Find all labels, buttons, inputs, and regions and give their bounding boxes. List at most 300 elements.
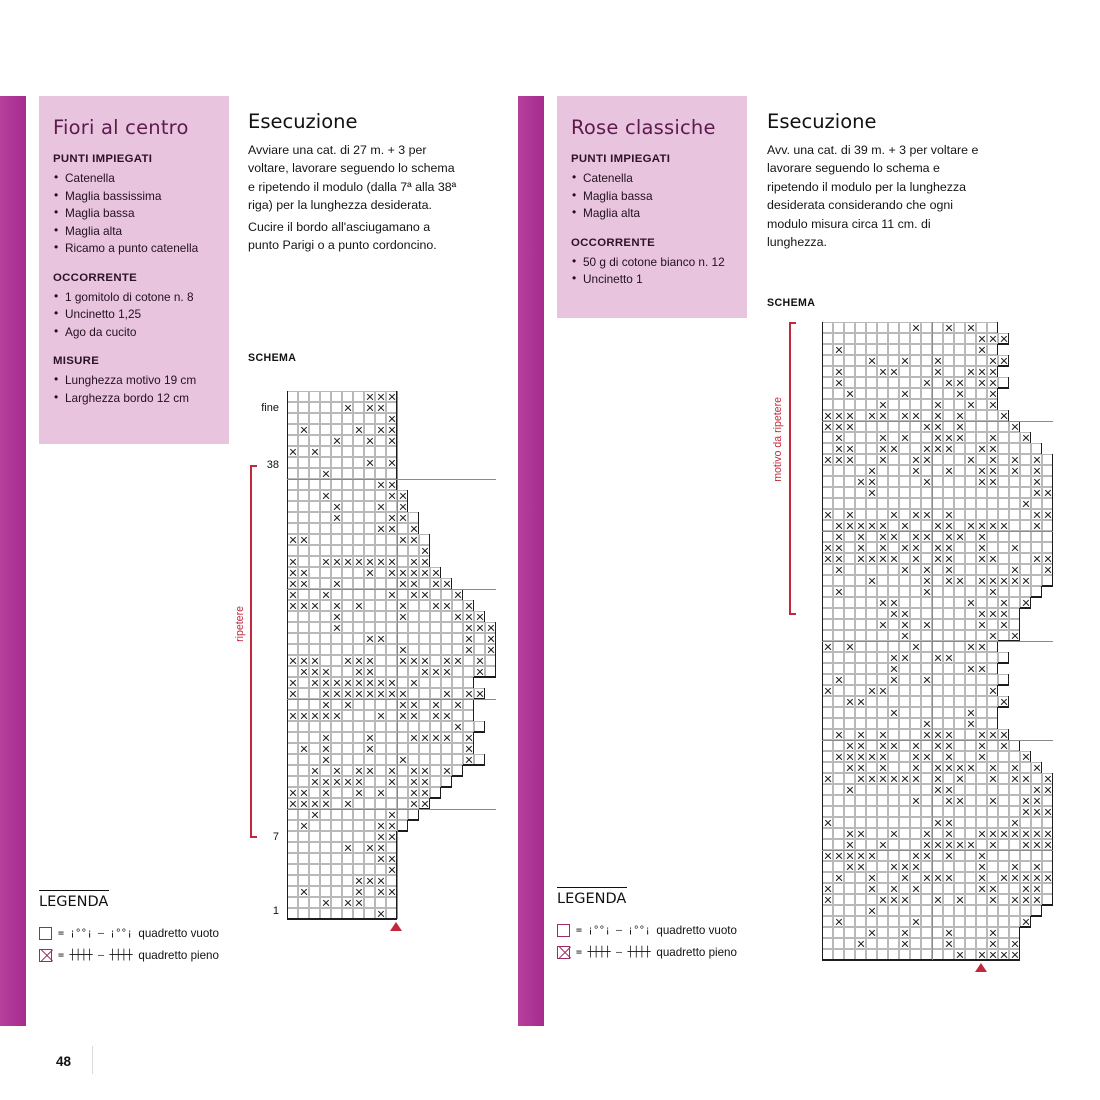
chart-cell [921, 487, 932, 498]
chart-cell [932, 905, 943, 916]
chart-cell [910, 850, 921, 861]
chart-cell [309, 633, 320, 644]
chart-cell [430, 743, 441, 754]
chart-cell [833, 751, 844, 762]
chart-cell [298, 644, 309, 655]
chart-cell [877, 399, 888, 410]
chart-cell [954, 905, 965, 916]
chart-cell [943, 630, 954, 641]
chart-step-edge [998, 662, 1009, 664]
chart-cell [976, 355, 987, 366]
chart-cell [822, 641, 833, 652]
chart-cell [987, 861, 998, 872]
chart-cell [320, 809, 331, 820]
chart-cell [309, 897, 320, 908]
chart-cell [965, 762, 976, 773]
chart-cell [822, 509, 833, 520]
chart-cell [888, 531, 899, 542]
chart-cell [1031, 850, 1042, 861]
chart-cell [932, 531, 943, 542]
chart-cell [965, 388, 976, 399]
chart-cell [888, 487, 899, 498]
chart-major-gridline [932, 322, 933, 960]
chart-cell [331, 666, 342, 677]
chart-cell [855, 399, 866, 410]
chart-cell [976, 641, 987, 652]
chart-cell [976, 718, 987, 729]
chart-step-edge [1042, 585, 1053, 587]
chart-cell [386, 875, 397, 886]
chart-cell [1020, 828, 1031, 839]
chart-cell [976, 817, 987, 828]
chart-cell [866, 916, 877, 927]
chart-cell [943, 432, 954, 443]
chart-cell [397, 754, 408, 765]
chart-cell [921, 740, 932, 751]
chart-cell [910, 421, 921, 432]
chart-cell [954, 718, 965, 729]
chart-cell [419, 622, 430, 633]
chart-cell [855, 476, 866, 487]
chart-cell [408, 677, 419, 688]
chart-cell [353, 798, 364, 809]
chart-cell [309, 611, 320, 622]
chart-cell [408, 754, 419, 765]
chart-cell [987, 762, 998, 773]
chart-cell [954, 564, 965, 575]
chart-cell [298, 435, 309, 446]
chart-cell [463, 666, 474, 677]
chart-cell [822, 883, 833, 894]
chart-cell [844, 575, 855, 586]
chart-cell [998, 762, 1009, 773]
chart-cell [298, 479, 309, 490]
chart-cell [1009, 905, 1020, 916]
chart-cell [386, 831, 397, 842]
chart-step-edge [474, 676, 496, 678]
chart-cell [408, 699, 419, 710]
chart-cell [888, 674, 899, 685]
chart-cell [921, 399, 932, 410]
chart-cell [899, 894, 910, 905]
chart-cell [833, 839, 844, 850]
chart-cell [386, 567, 397, 578]
chart-cell [833, 674, 844, 685]
chart-cell [899, 344, 910, 355]
chart-cell [342, 468, 353, 479]
chart-cell [921, 696, 932, 707]
chart-cell [855, 905, 866, 916]
chart-cell [342, 710, 353, 721]
chart-cell [899, 443, 910, 454]
chart-cell [364, 457, 375, 468]
chart-cell [877, 564, 888, 575]
chart-cell [987, 674, 998, 685]
legend-symbol: = ┼┼┼┼ – ┼┼┼┼ [58, 950, 133, 961]
chart-cell [353, 677, 364, 688]
chart-cell [1042, 553, 1053, 564]
chart-cell [855, 608, 866, 619]
chart-cell [932, 773, 943, 784]
chart-cell [1009, 828, 1020, 839]
chart-cell [1042, 773, 1053, 784]
chart-cell [375, 732, 386, 743]
chart-cell [375, 743, 386, 754]
chart-cell [452, 589, 463, 600]
chart-cell [932, 696, 943, 707]
chart-cell [987, 333, 998, 344]
chart-cell [954, 696, 965, 707]
chart-cell [833, 575, 844, 586]
chart-cell [998, 883, 1009, 894]
chart-cell [309, 743, 320, 754]
chart-cell [320, 402, 331, 413]
chart-cell [386, 721, 397, 732]
chart-cell [287, 556, 298, 567]
chart-cell [965, 597, 976, 608]
chart-cell [855, 872, 866, 883]
chart-cell [822, 839, 833, 850]
chart-cell [910, 817, 921, 828]
chart-cell [364, 853, 375, 864]
chart-cell [386, 809, 397, 820]
chart-cell [932, 421, 943, 432]
chart-cell [375, 534, 386, 545]
chart-cell [943, 619, 954, 630]
chart-cell [386, 501, 397, 512]
chart-cell [943, 410, 954, 421]
chart-cell [353, 721, 364, 732]
chart-cell [899, 751, 910, 762]
chart-cell [844, 817, 855, 828]
chart-cell [397, 611, 408, 622]
chart-cell [899, 553, 910, 564]
chart-cell [844, 608, 855, 619]
section-heading-occorrente-left: OCCORRENTE [53, 271, 138, 284]
chart-cell [287, 699, 298, 710]
chart-cell [331, 776, 342, 787]
chart-cell [844, 366, 855, 377]
chart-cell [954, 740, 965, 751]
chart-cell [844, 916, 855, 927]
chart-cell [833, 718, 844, 729]
chart-cell [452, 677, 463, 688]
chart-cell [430, 578, 441, 589]
chart-cell [921, 531, 932, 542]
chart-cell [844, 520, 855, 531]
chart-cell [364, 842, 375, 853]
chart-cell [298, 853, 309, 864]
chart-cell [855, 916, 866, 927]
chart-cell [910, 828, 921, 839]
chart-cell [998, 553, 1009, 564]
legend-label: quadretto pieno [656, 946, 737, 959]
chart-cell [855, 674, 866, 685]
filled-square-icon [39, 949, 52, 962]
chart-cell [408, 765, 419, 776]
legend-label: quadretto pieno [138, 949, 219, 962]
chart-cell [320, 490, 331, 501]
chart-cell [408, 688, 419, 699]
chart-cell [320, 699, 331, 710]
chart-cell [899, 806, 910, 817]
chart-cell [943, 872, 954, 883]
chart-cell [976, 850, 987, 861]
chart-cell [877, 344, 888, 355]
info-panel-right [557, 96, 747, 318]
chart-cell [822, 784, 833, 795]
chart-cell [888, 608, 899, 619]
chart-cell [298, 842, 309, 853]
chart-cell [855, 487, 866, 498]
chart-cell [320, 875, 331, 886]
chart-cell [932, 366, 943, 377]
chart-cell [844, 718, 855, 729]
chart-cell [386, 534, 397, 545]
chart-cell [397, 567, 408, 578]
chart-cell [844, 410, 855, 421]
chart-cell [298, 765, 309, 776]
chart-cell [888, 344, 899, 355]
chart-cell [298, 677, 309, 688]
chart-cell [463, 688, 474, 699]
chart-cell [386, 688, 397, 699]
chart-cell [987, 619, 998, 630]
chart-cell [320, 633, 331, 644]
chart-cell [419, 721, 430, 732]
chart-cell [899, 421, 910, 432]
execution-title-right: Esecuzione [767, 110, 877, 133]
chart-cell [386, 391, 397, 402]
chart-cell [309, 721, 320, 732]
chart-cell [888, 784, 899, 795]
chart-cell [921, 839, 932, 850]
chart-cell [866, 696, 877, 707]
chart-cell [822, 586, 833, 597]
chart-cell [375, 754, 386, 765]
chart-cell [998, 619, 1009, 630]
chart-cell [877, 773, 888, 784]
chart-cell [298, 655, 309, 666]
chart-cell [965, 839, 976, 850]
chart-cell [910, 575, 921, 586]
list-item: • 50 g di cotone bianco n. 12 [583, 254, 733, 272]
chart-cell [375, 556, 386, 567]
chart-cell [353, 391, 364, 402]
chart-cell [976, 531, 987, 542]
chart-cell [320, 446, 331, 457]
chart-cell [888, 740, 899, 751]
chart-cell [822, 927, 833, 938]
chart-cell [965, 773, 976, 784]
chart-cell [342, 666, 353, 677]
execution-column-left [248, 110, 463, 254]
chart-cell [943, 663, 954, 674]
chart-cell [441, 699, 452, 710]
chart-cell [921, 707, 932, 718]
chart-cell [888, 619, 899, 630]
chart-grid [287, 391, 496, 919]
chart-cell [910, 740, 921, 751]
chart-cell [866, 729, 877, 740]
chart-cell [866, 421, 877, 432]
chart-cell [866, 784, 877, 795]
chart-cell [844, 773, 855, 784]
chart-cell [441, 765, 452, 776]
chart-cell [822, 938, 833, 949]
chart-cell [910, 377, 921, 388]
chart-cell [976, 443, 987, 454]
chart-cell [430, 633, 441, 644]
chart-cell [822, 333, 833, 344]
chart-cell [1031, 465, 1042, 476]
chart-cell [364, 633, 375, 644]
chart-cell [353, 622, 364, 633]
chart-cell [485, 644, 496, 655]
chart-cell [287, 754, 298, 765]
chart-cell [844, 531, 855, 542]
chart-cell [910, 553, 921, 564]
chart-cell [833, 465, 844, 476]
schema-label-left: SCHEMA [248, 352, 297, 364]
chart-cell [353, 699, 364, 710]
chart-cell [287, 886, 298, 897]
chart-cell [855, 586, 866, 597]
chart-cell [364, 589, 375, 600]
chart-cell [331, 402, 342, 413]
chart-cell [287, 402, 298, 413]
chart-cell [463, 699, 474, 710]
chart-cell [320, 666, 331, 677]
chart-cell [364, 710, 375, 721]
chart-cell [921, 344, 932, 355]
chart-cell [309, 886, 320, 897]
chart-cell [844, 344, 855, 355]
chart-cell [1042, 872, 1053, 883]
chart-cell [987, 476, 998, 487]
chart-cell [888, 894, 899, 905]
chart-cell [1009, 597, 1020, 608]
chart-cell [474, 633, 485, 644]
chart-cell [877, 784, 888, 795]
chart-cell [342, 424, 353, 435]
chart-cell [888, 916, 899, 927]
chart-cell [342, 688, 353, 699]
chart-cell [408, 710, 419, 721]
chart-cell [855, 740, 866, 751]
schema-chart-left [234, 391, 496, 919]
chart-cell [844, 564, 855, 575]
chart-cell [921, 421, 932, 432]
chart-cell [320, 853, 331, 864]
chart-cell [855, 366, 866, 377]
chart-cell [397, 600, 408, 611]
chart-cell [833, 366, 844, 377]
chart-cell [331, 765, 342, 776]
chart-cell [320, 710, 331, 721]
chart-cell [943, 773, 954, 784]
chart-cell [342, 699, 353, 710]
page-number: 48 [56, 1054, 72, 1069]
chart-cell [965, 641, 976, 652]
chart-cell [408, 545, 419, 556]
chart-cell [954, 883, 965, 894]
chart-major-gridline [287, 589, 496, 590]
chart-cell [866, 652, 877, 663]
chart-cell [888, 707, 899, 718]
chart-cell [932, 388, 943, 399]
chart-cell [844, 861, 855, 872]
chart-cell [954, 894, 965, 905]
chart-cell [833, 586, 844, 597]
chart-cell [954, 344, 965, 355]
chart-cell [932, 619, 943, 630]
chart-cell [855, 410, 866, 421]
execution-paragraph: Cucire il bordo all'asciugamano a punto Parigi o a punto cordoncino. [248, 219, 437, 253]
chart-cell [309, 501, 320, 512]
chart-cell [331, 435, 342, 446]
chart-cell [954, 586, 965, 597]
chart-cell [287, 512, 298, 523]
chart-major-gridline [822, 421, 1053, 422]
chart-cell [331, 798, 342, 809]
chart-cell [375, 446, 386, 457]
chart-cell [309, 710, 320, 721]
chart-bottom-edge [287, 918, 397, 920]
chart-cell [965, 674, 976, 685]
chart-cell [976, 597, 987, 608]
chart-cell [452, 721, 463, 732]
chart-cell [998, 465, 1009, 476]
chart-cell [342, 776, 353, 787]
chart-cell [419, 677, 430, 688]
chart-cell [331, 864, 342, 875]
chart-cell [877, 509, 888, 520]
section-list-punti-left [39, 170, 229, 258]
chart-cell [833, 696, 844, 707]
chart-cell [287, 534, 298, 545]
chart-cell [1020, 575, 1031, 586]
chart-cell [364, 424, 375, 435]
chart-cell [375, 622, 386, 633]
chart-cell [386, 556, 397, 567]
chart-cell [965, 333, 976, 344]
chart-cell [320, 468, 331, 479]
chart-cell [998, 542, 1009, 553]
chart-cell [833, 509, 844, 520]
chart-cell [844, 927, 855, 938]
chart-cell [965, 806, 976, 817]
chart-cell [932, 498, 943, 509]
chart-cell [899, 872, 910, 883]
chart-cell [331, 534, 342, 545]
chart-cell [320, 413, 331, 424]
chart-cell [375, 809, 386, 820]
chart-cell [987, 872, 998, 883]
chart-cell [954, 410, 965, 421]
chart-cell [822, 608, 833, 619]
chart-cell [910, 498, 921, 509]
chart-cell [844, 806, 855, 817]
chart-cell [452, 655, 463, 666]
chart-cell [932, 784, 943, 795]
chart-cell [430, 710, 441, 721]
chart-cell [364, 831, 375, 842]
chart-cell [309, 798, 320, 809]
chart-cell [353, 787, 364, 798]
chart-cell [976, 388, 987, 399]
chart-cell [364, 556, 375, 567]
